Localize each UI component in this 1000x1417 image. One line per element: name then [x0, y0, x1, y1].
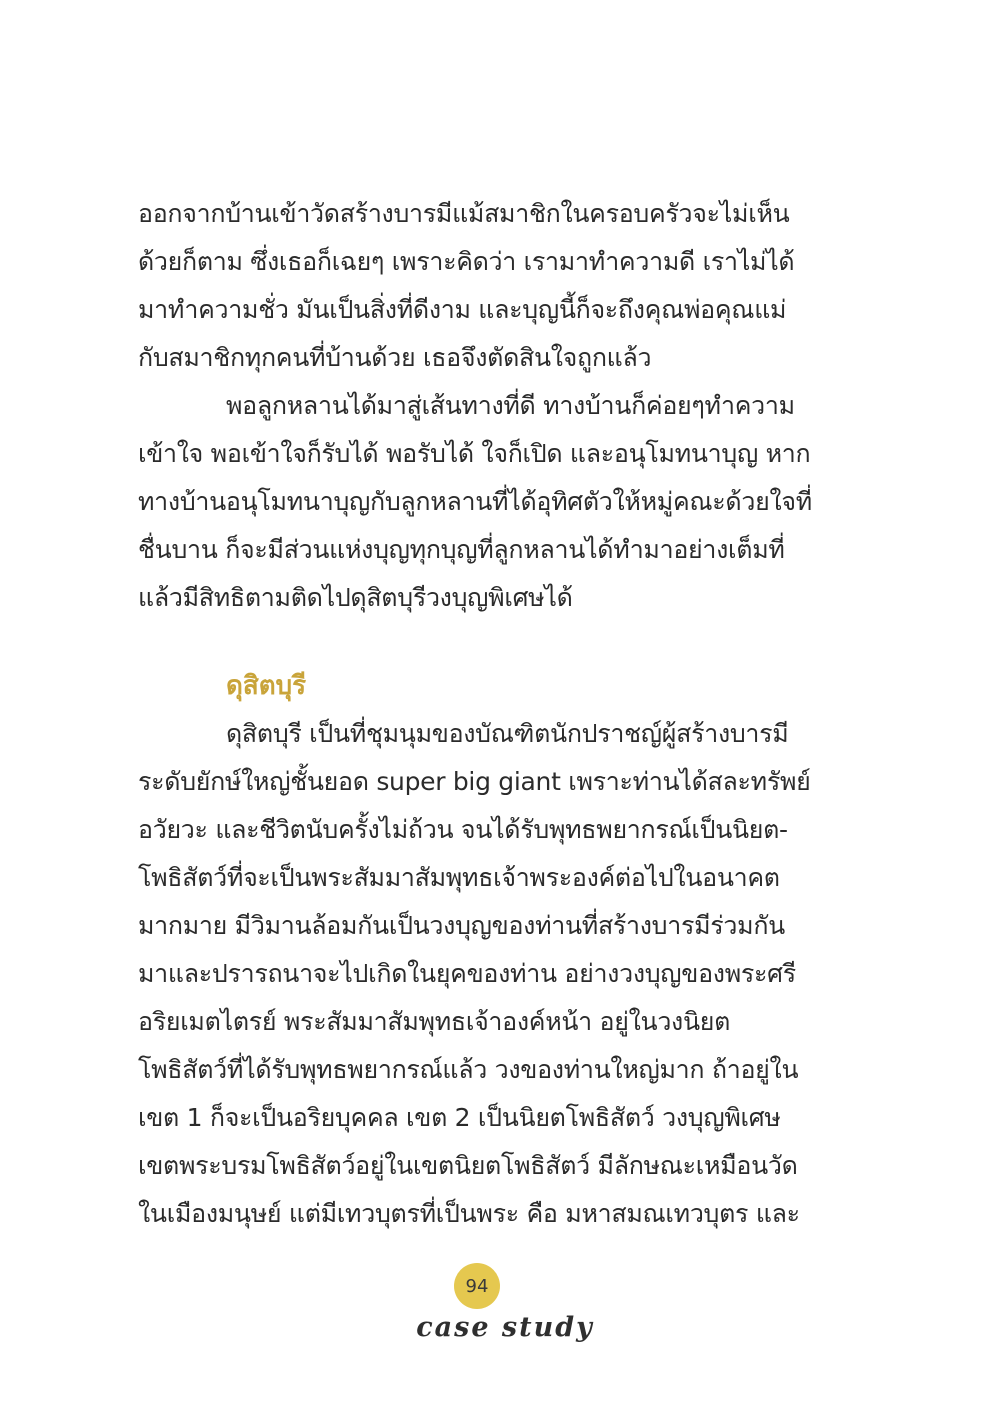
- page-number: 94: [465, 1275, 489, 1297]
- text-line: มาและปรารถนาจะไปเกิดในยุคของท่าน อย่างวงบุญของพระศรี: [138, 959, 796, 988]
- footer-label: case study: [416, 1312, 594, 1343]
- text-line: ออกจากบ้านเข้าวัดสร้างบารมีแม้สมาชิกในครอบครัวจะไม่เห็น: [138, 199, 790, 228]
- text-line: เขต 1 ก็จะเป็นอริยบุคคล เขต 2 เป็นนิยตโพธิสัตว์ วงบุญพิเศษ: [138, 1103, 781, 1132]
- text-line: อวัยวะ และชีวิตนับครั้งไม่ถ้วน จนได้รับพุทธพยากรณ์เป็นนิยต-: [138, 815, 788, 844]
- text-line: ระดับยักษ์ใหญ่ชั้นยอด super big giant เพราะท่านได้สละทรัพย์: [138, 767, 811, 796]
- text-line: ในเมืองมนุษย์ แต่มีเทวบุตรที่เป็นพระ คือ มหาสมณเทวบุตร และ: [138, 1199, 800, 1228]
- paragraph-1: [138, 190, 838, 382]
- text-line: มาทำความชั่ว มันเป็นสิ่งที่ดีงาม และบุญนี้ก็จะถึงคุณพ่อคุณแม่: [138, 295, 787, 324]
- text-line: ทางบ้านอนุโมทนาบุญกับลูกหลานที่ได้อุทิศตัวให้หมู่คณะด้วยใจที่: [138, 487, 812, 516]
- page-number-badge: [454, 1263, 500, 1309]
- text-line: มากมาย มีวิมานล้อมกันเป็นวงบุญของท่านที่สร้างบารมีร่วมกัน: [138, 911, 785, 940]
- paragraph-2: [138, 382, 838, 622]
- text-line: ดุสิตบุรี เป็นที่ชุมนุมของบัณฑิตนักปราชญ์ผู้สร้างบารมี: [226, 719, 789, 748]
- text-line: พอลูกหลานได้มาสู่เส้นทางที่ดี ทางบ้านก็ค่อยๆทำความ: [226, 391, 795, 420]
- text-line: เข้าใจ พอเข้าใจก็รับได้ พอรับได้ ใจก็เปิด และอนุโมทนาบุญ หาก: [138, 439, 811, 468]
- paragraph-3: [138, 710, 838, 1238]
- text-line: กับสมาชิกทุกคนที่บ้านด้วย เธอจึงตัดสินใจถูกแล้ว: [138, 343, 652, 372]
- text-line: อริยเมตไตรย์ พระสัมมาสัมพุทธเจ้าองค์หน้า อยู่ในวงนิยต: [138, 1007, 731, 1036]
- text-line: ชื่นบาน ก็จะมีส่วนแห่งบุญทุกบุญที่ลูกหลานได้ทำมาอย่างเต็มที่: [138, 535, 785, 564]
- text-line: โพธิสัตว์ที่จะเป็นพระสัมมาสัมพุทธเจ้าพระองค์ต่อไปในอนาคต: [138, 863, 780, 892]
- text-line: โพธิสัตว์ที่ได้รับพุทธพยากรณ์แล้ว วงของท่านใหญ่มาก ถ้าอยู่ใน: [138, 1055, 799, 1084]
- text-line: แล้วมีสิทธิตามติดไปดุสิตบุรีวงบุญพิเศษได้: [138, 583, 573, 612]
- text-line: ด้วยก็ตาม ซึ่งเธอก็เฉยๆ เพราะคิดว่า เรามาทำความดี เราไม่ได้: [138, 247, 795, 276]
- section-heading: ดุสิตบุรี: [226, 671, 307, 701]
- text-line: เขตพระบรมโพธิสัตว์อยู่ในเขตนิยตโพธิสัตว์ มีลักษณะเหมือนวัด: [138, 1151, 798, 1180]
